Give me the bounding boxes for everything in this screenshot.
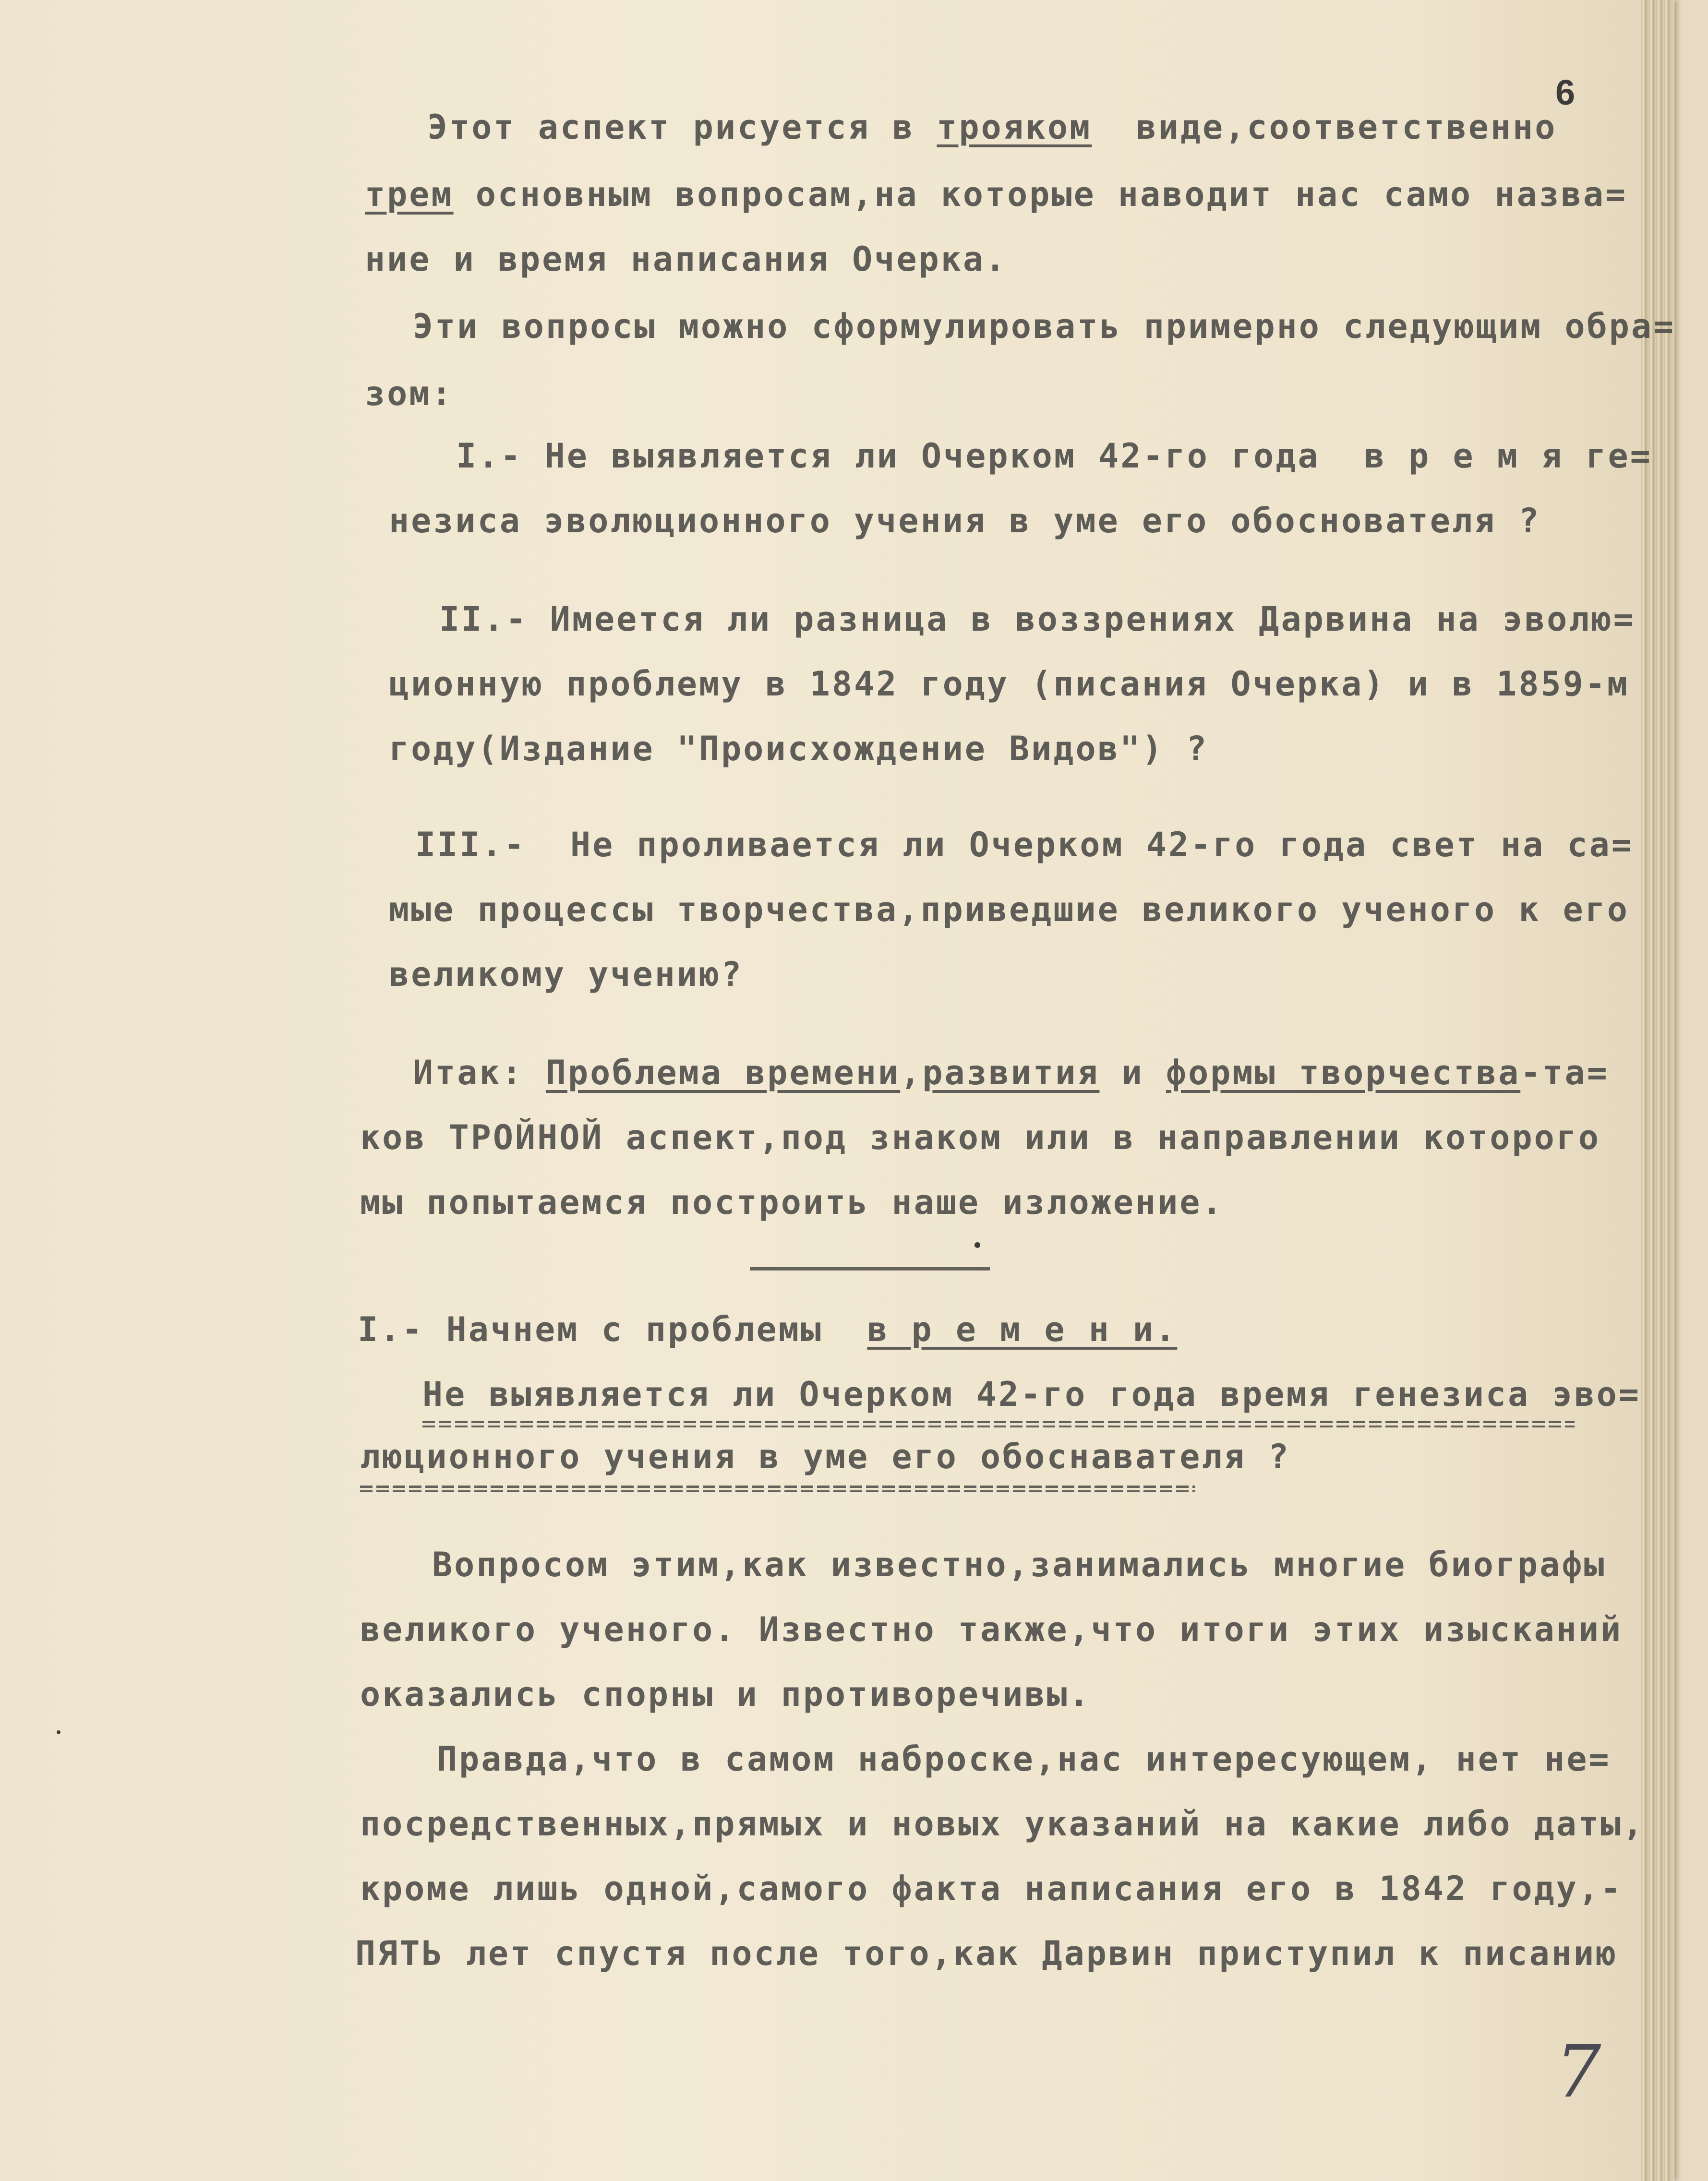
question-3-line-2: мые процессы творчества,приведшие великого ученого к его bbox=[389, 890, 1630, 929]
underlined-word: трем bbox=[365, 175, 454, 214]
section-divider bbox=[750, 1267, 990, 1270]
section-1-question-line-1: Не выявляется ли Очерком 42-го года время генезиса эво= bbox=[422, 1375, 1641, 1414]
ink-speck bbox=[57, 1730, 60, 1734]
body-p1-line-3: оказались спорны и противоречивы. bbox=[360, 1675, 1091, 1714]
intro-line-2: трем основным вопросам,на которые наводит нас само назва= bbox=[365, 175, 1628, 214]
double-underline bbox=[422, 1421, 1575, 1427]
body-p1-line-2: великого ученого. Известно также,что итоги этих изысканий bbox=[360, 1610, 1623, 1649]
question-1-line-2: незиса эволюционного учения в уме его обоснователя ? bbox=[389, 501, 1541, 540]
intro-line-1: Этот аспект рисуется в трояком виде,соответственно bbox=[427, 108, 1557, 147]
body-p2-line-4: ПЯТЬ лет спустя после того,как Дарвин приступил к писанию bbox=[355, 1934, 1618, 1973]
ink-speck bbox=[974, 1242, 980, 1248]
intro-line-4: Эти вопросы можно сформулировать примерно следующим обра= bbox=[413, 307, 1676, 346]
summary-line-1: Итак: Проблема времени,развития и формы творчества-та= bbox=[413, 1053, 1609, 1092]
summary-line-3: мы попытаемся построить наше изложение. bbox=[360, 1183, 1224, 1222]
body-p2-line-3: кроме лишь одной,самого факта написания его в 1842 году,- bbox=[360, 1869, 1623, 1908]
question-2-line-2: ционную проблему в 1842 году (писания Очерка) и в 1859-м bbox=[389, 664, 1630, 704]
section-1-heading: I.- Начнем с проблемы в р е м е н и. bbox=[358, 1310, 1178, 1349]
question-3-line-3: великому учению? bbox=[389, 955, 744, 994]
underlined-word: трояком bbox=[937, 108, 1092, 147]
intro-line-3: ние и время написания Очерка. bbox=[365, 240, 1008, 279]
question-3-line-1: III.- Не проливается ли Очерком 42-го года свет на са= bbox=[415, 825, 1634, 864]
underlined-word: в р е м е н и. bbox=[867, 1310, 1178, 1349]
intro-line-5: зом: bbox=[365, 374, 454, 413]
question-2-line-1: II.- Имеется ли разница в воззрениях Дарвина на эволю= bbox=[439, 599, 1636, 639]
body-p1-line-1: Вопросом этим,как известно,занимались многие биографы bbox=[432, 1545, 1606, 1584]
summary-line-2: ков ТРОЙНОЙ аспект,под знаком или в направлении которого bbox=[360, 1118, 1601, 1157]
handwritten-number: 7 bbox=[1555, 2030, 1601, 2114]
double-underline bbox=[360, 1486, 1195, 1492]
body-p2-line-1: Правда,что в самом наброске,нас интересующем, нет не= bbox=[437, 1739, 1611, 1779]
question-1-line-1: I.- Не выявляется ли Очерком 42-го года в р е м я ге= bbox=[456, 436, 1652, 476]
page-number: 6 bbox=[1555, 72, 1576, 112]
section-1-question-line-2: люционного учения в уме его обоснавателя ? bbox=[360, 1437, 1291, 1476]
body-p2-line-2: посредственных,прямых и новых указаний на какие либо даты, bbox=[360, 1804, 1645, 1844]
question-2-line-3: году(Издание "Происхождение Видов") ? bbox=[389, 729, 1209, 768]
